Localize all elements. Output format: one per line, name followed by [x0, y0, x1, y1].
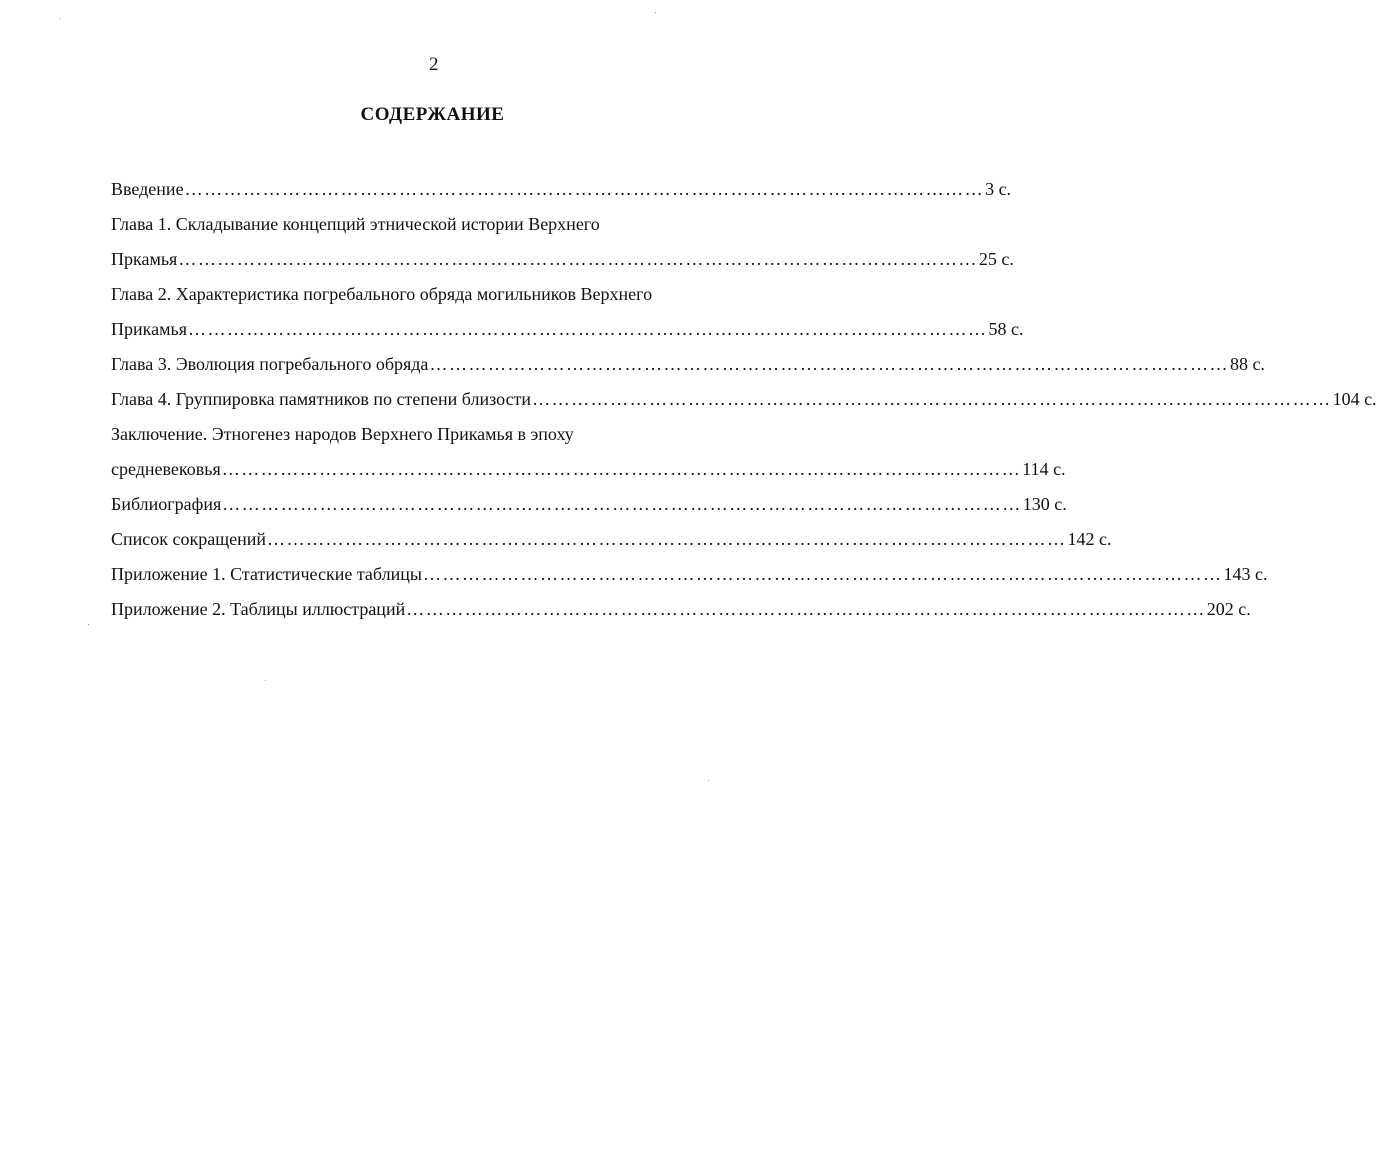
scan-speck	[265, 680, 266, 681]
toc-entry	[111, 522, 1112, 557]
toc-entry-page: 130 с.	[1022, 494, 1067, 514]
dot-leader: ……………………………………………………………………………………………………………	[406, 599, 1206, 619]
scan-speck	[60, 18, 61, 19]
toc-entry-title: Приложение 1. Статистические таблицы	[111, 564, 422, 584]
toc-entry-page: 114 с.	[1022, 459, 1066, 479]
toc-entry-title: Прикамья	[111, 319, 187, 339]
toc-entry-page: 25 с.	[978, 249, 1014, 269]
toc-entry-page: 142 с.	[1067, 529, 1112, 549]
table-of-contents	[111, 172, 1377, 627]
toc-entry	[111, 312, 1024, 347]
toc-entry-page: 3 с.	[985, 179, 1012, 199]
page-title: СОДЕРЖАНИЕ	[360, 104, 505, 125]
toc-entry-title: Приложение 2. Таблицы иллюстраций	[111, 599, 406, 619]
toc-entry-title: Глава 4. Группировка памятников по степени близости	[111, 389, 532, 409]
toc-entry-line: Глава 1. Складывание концепций этнической истории Верхнего	[111, 214, 600, 234]
toc-entry-line: Глава 2. Характеристика погребального обряда могильников Верхнего	[111, 284, 653, 304]
scan-speck	[88, 624, 89, 625]
dot-leader: ……………………………………………………………………………………………………………	[422, 564, 1223, 584]
toc-entry	[111, 382, 1377, 417]
toc-entry-title: Пркамья	[111, 249, 178, 269]
toc-entry	[111, 242, 1014, 277]
scan-speck	[655, 12, 656, 13]
dot-leader: ……………………………………………………………………………………………………………	[187, 319, 988, 339]
dot-leader: ……………………………………………………………………………………………………………	[178, 249, 978, 269]
toc-entry	[111, 172, 1012, 207]
toc-entry	[111, 487, 1067, 522]
toc-entry-page: 88 с.	[1229, 354, 1265, 374]
toc-entry-title: Список сокращений	[111, 529, 266, 549]
toc-entry-title: Введение	[111, 179, 184, 199]
toc-entry	[111, 347, 1265, 382]
toc-entry-page: 143 с.	[1223, 564, 1268, 584]
dot-leader: ……………………………………………………………………………………………………………	[184, 179, 985, 199]
dot-leader: ……………………………………………………………………………………………………………	[221, 459, 1022, 479]
toc-entry-title: средневековья	[111, 459, 221, 479]
toc-entry-page: 58 с.	[988, 319, 1024, 339]
toc-entry	[111, 592, 1251, 627]
toc-entry	[111, 557, 1268, 592]
toc-entry-line: Заключение. Этногенез народов Верхнего Прикамья в эпоху	[111, 424, 574, 444]
toc-entry-title: Библиография	[111, 494, 222, 514]
scan-speck	[708, 780, 709, 781]
page-number: 2	[429, 54, 439, 75]
dot-leader: ……………………………………………………………………………………………………………	[429, 354, 1229, 374]
dot-leader: ……………………………………………………………………………………………………………	[266, 529, 1067, 549]
toc-entry-page: 202 с.	[1206, 599, 1251, 619]
dot-leader: ……………………………………………………………………………………………………………	[532, 389, 1332, 409]
dot-leader: ……………………………………………………………………………………………………………	[222, 494, 1022, 514]
toc-entry	[111, 452, 1066, 487]
toc-entry-page: 104 с.	[1332, 389, 1377, 409]
toc-entry-title: Глава 3. Эволюция погребального обряда	[111, 354, 429, 374]
